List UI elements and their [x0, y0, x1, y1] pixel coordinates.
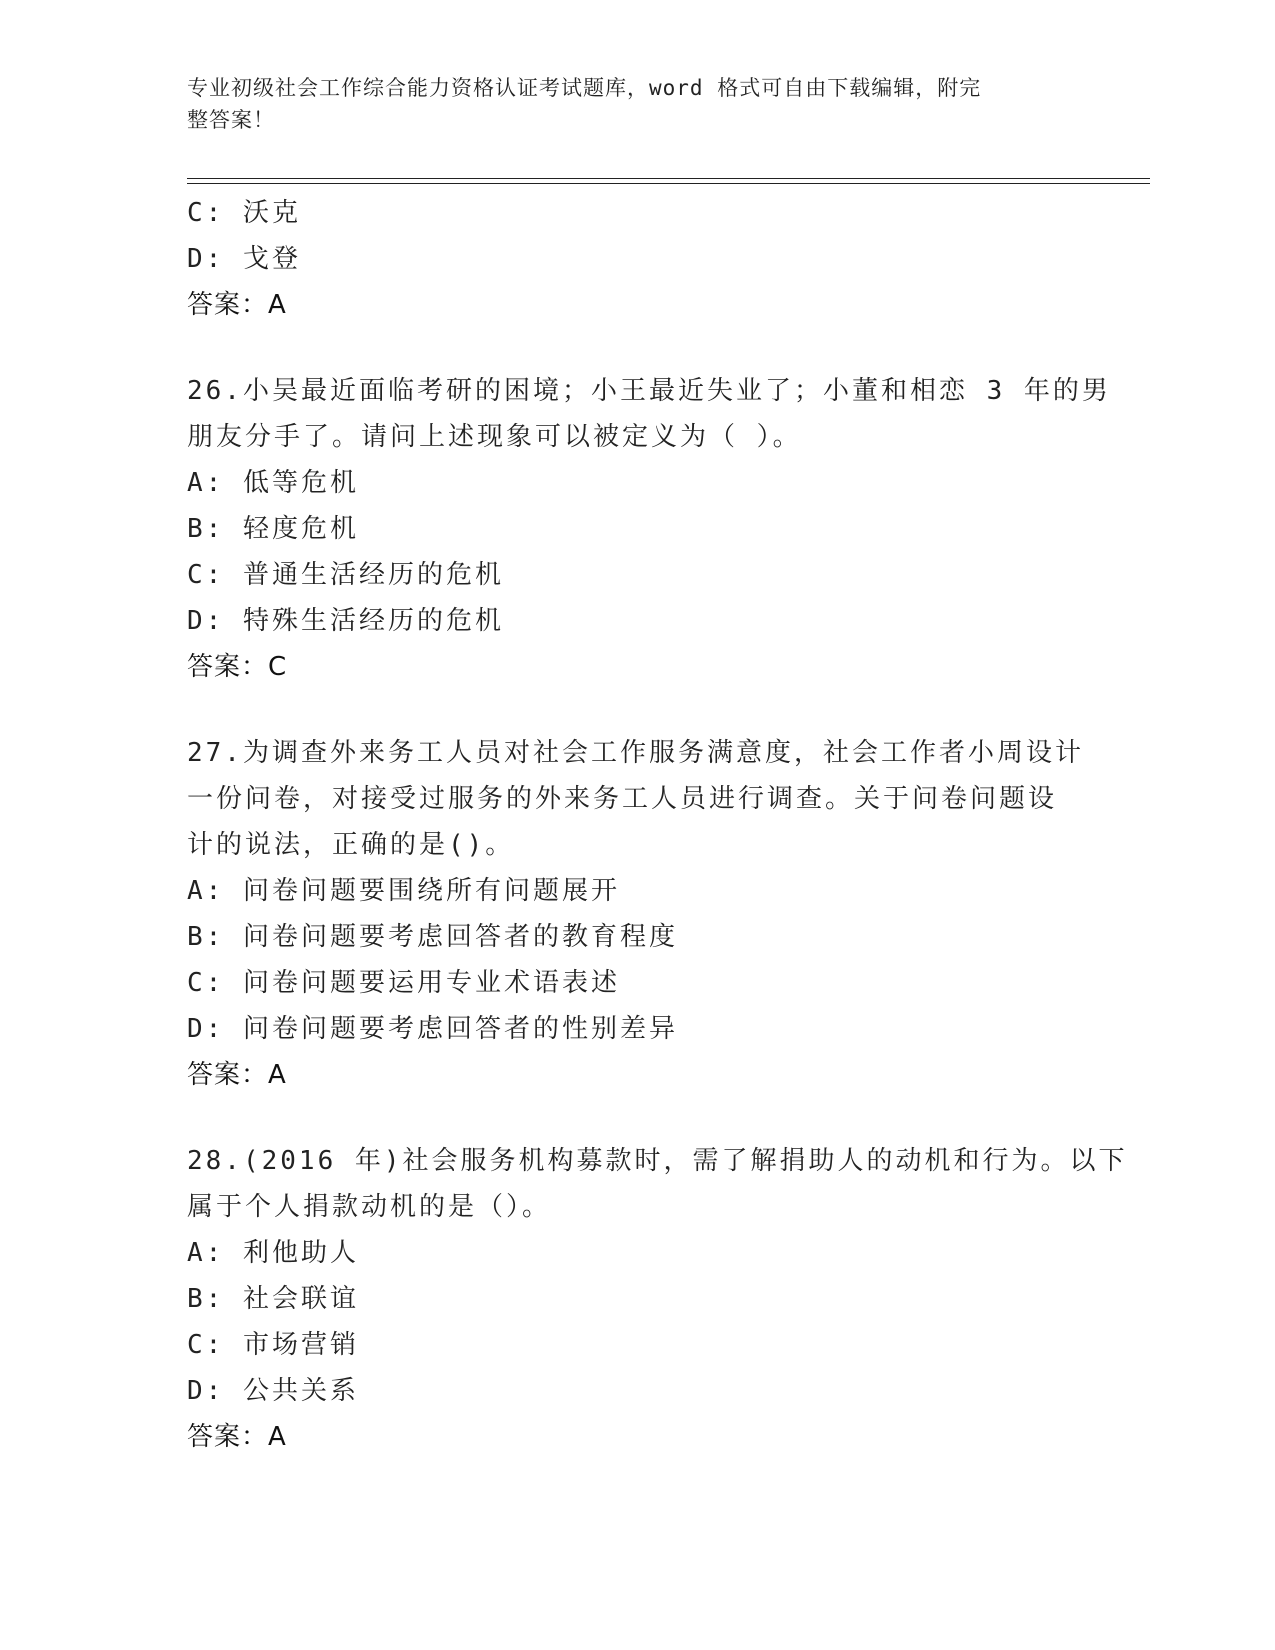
question-28 [187, 1138, 1128, 1460]
question-stem-line: 27.为调查外来务工人员对社会工作服务满意度，社会工作者小周设计 [187, 738, 1084, 768]
option-d: D: 特殊生活经历的危机 [187, 606, 504, 636]
option-c: C: 市场营销 [187, 1330, 359, 1360]
option-c: C: 普通生活经历的危机 [187, 560, 504, 590]
option-a: A: 利他助人 [187, 1238, 359, 1268]
question-26 [187, 368, 1111, 690]
option-a: A: 低等危机 [187, 468, 359, 498]
option-b: B: 问卷问题要考虑回答者的教育程度 [187, 922, 678, 952]
question-stem-line: 一份问卷，对接受过服务的外来务工人员进行调查。关于问卷问题设 [187, 784, 1058, 814]
header-line-1: 专业初级社会工作综合能力资格认证考试题库，word 格式可自由下载编辑，附完 [187, 76, 982, 100]
question-stem-line: 计的说法，正确的是()。 [187, 830, 515, 860]
option-b: B: 社会联谊 [187, 1284, 359, 1314]
question-27 [187, 730, 1087, 1098]
option-d: D: 公共关系 [187, 1376, 359, 1406]
question-stem-line: 28.(2016 年)社会服务机构募款时，需了解捐助人的动机和行为。以下 [187, 1146, 1128, 1176]
answer-text: 答案：A [187, 1422, 287, 1452]
header-line-2: 整答案！ [187, 108, 275, 132]
question-list [187, 190, 1128, 1460]
page-header [187, 72, 1087, 136]
answer-text: 答案：C [187, 652, 288, 682]
question-25-continued [187, 190, 1087, 328]
answer-text: 答案：A [187, 290, 287, 320]
option-d: D: 戈登 [187, 244, 301, 274]
question-stem-line: 26.小吴最近面临考研的困境；小王最近失业了；小董和相恋 3 年的男 [187, 376, 1111, 406]
option-c: C: 沃克 [187, 198, 301, 228]
option-d: D: 问卷问题要考虑回答者的性别差异 [187, 1014, 678, 1044]
option-a: A: 问卷问题要围绕所有问题展开 [187, 876, 620, 906]
answer-text: 答案：A [187, 1060, 287, 1090]
option-c: C: 问卷问题要运用专业术语表述 [187, 968, 620, 998]
question-stem-line: 朋友分手了。请问上述现象可以被定义为（ ）。 [187, 422, 802, 452]
option-b: B: 轻度危机 [187, 514, 359, 544]
header-divider [187, 178, 1150, 184]
question-stem-line: 属于个人捐款动机的是（）。 [187, 1192, 552, 1222]
